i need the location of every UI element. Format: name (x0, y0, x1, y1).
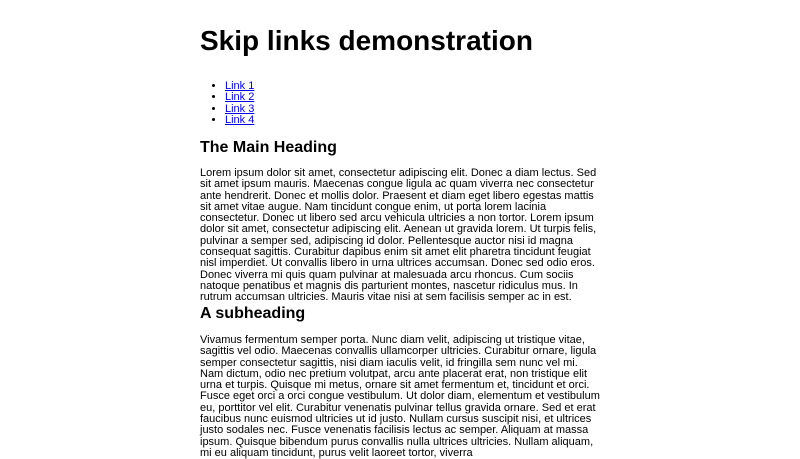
skip-link-2[interactable]: Link 2 (225, 91, 255, 104)
skip-link-4[interactable]: Link 4 (225, 113, 255, 126)
skip-links-list (200, 81, 254, 126)
page-title: Skip links demonstration (200, 25, 533, 56)
skip-link-item (225, 115, 254, 126)
subheading: A subheading (200, 305, 306, 322)
main-paragraph: Lorem ipsum dolor sit amet, consectetur adipiscing elit. Donec a diam lectus. Sed sit amet ipsum mauris. Maecenas congue ligula ac quam viverra nec consectetur ante hendrerit. Donec et mollis dolor. Praesent et diam eget libero egestas mattis sit amet vitae augue. Nam tincidunt congue enim, ut porta lorem lacinia consectetur. Donec ut libero sed arcu vehicula ultricies a non tortor. Lorem ipsum dolor sit amet, consectetur adipiscing elit. Aenean ut gravida lorem. Ut turpis felis, pulvinar a semper sed, adipiscing id dolor. Pellentesque auctor nisi id magna consequat sagittis. Curabitur dapibus enim sit amet elit pharetra tincidunt feugiat nisl imperdiet. Ut convallis libero in urna ultrices accumsan. Donec sed odio eros. Donec viverra mi quis quam pulvinar at malesuada arcu rhoncus. Cum sociis natoque penatibus et magnis dis parturient montes, nascetur ridiculus mus. In rutrum accumsan ultricies. Mauris vitae nisi at sem facilisis semper ac in est. (200, 167, 597, 304)
skip-link-3[interactable]: Link 3 (225, 102, 255, 115)
main-heading: The Main Heading (200, 139, 337, 156)
skip-link-1[interactable]: Link 1 (225, 80, 255, 92)
subheading-paragraph: Vivamus fermentum semper porta. Nunc diam velit, adipiscing ut tristique vitae, sagittis vel odio. Maecenas convallis ullamcorper ultricies. Curabitur ornare, ligula semper consectetur sagittis, nisi diam iaculis velit, id fringilla sem nunc vel mi. Nam dictum, odio nec pretium volutpat, arcu ante placerat erat, non tristique elit urna et turpis. Quisque mi metus, ornare sit amet fermentum et, tincidunt et orci. Fusce eget orci a orci congue vestibulum. Ut dolor diam, elementum et vestibulum eu, porttitor vel elit. Curabitur venenatis pulvinar tellus gravida ornare. Sed et erat faucibus nunc euismod ultricies ut id justo. Nullam cursus suscipit nisi, et ultrices justo sodales nec. Fusce venenatis facilisis lectus ac semper. Aliquam at massa ipsum. Quisque bibendum purus convallis nulla ultrices ultricies. Nullam aliquam, mi eu aliquam tincidunt, purus velit laoreet tortor, viverra (200, 334, 600, 459)
